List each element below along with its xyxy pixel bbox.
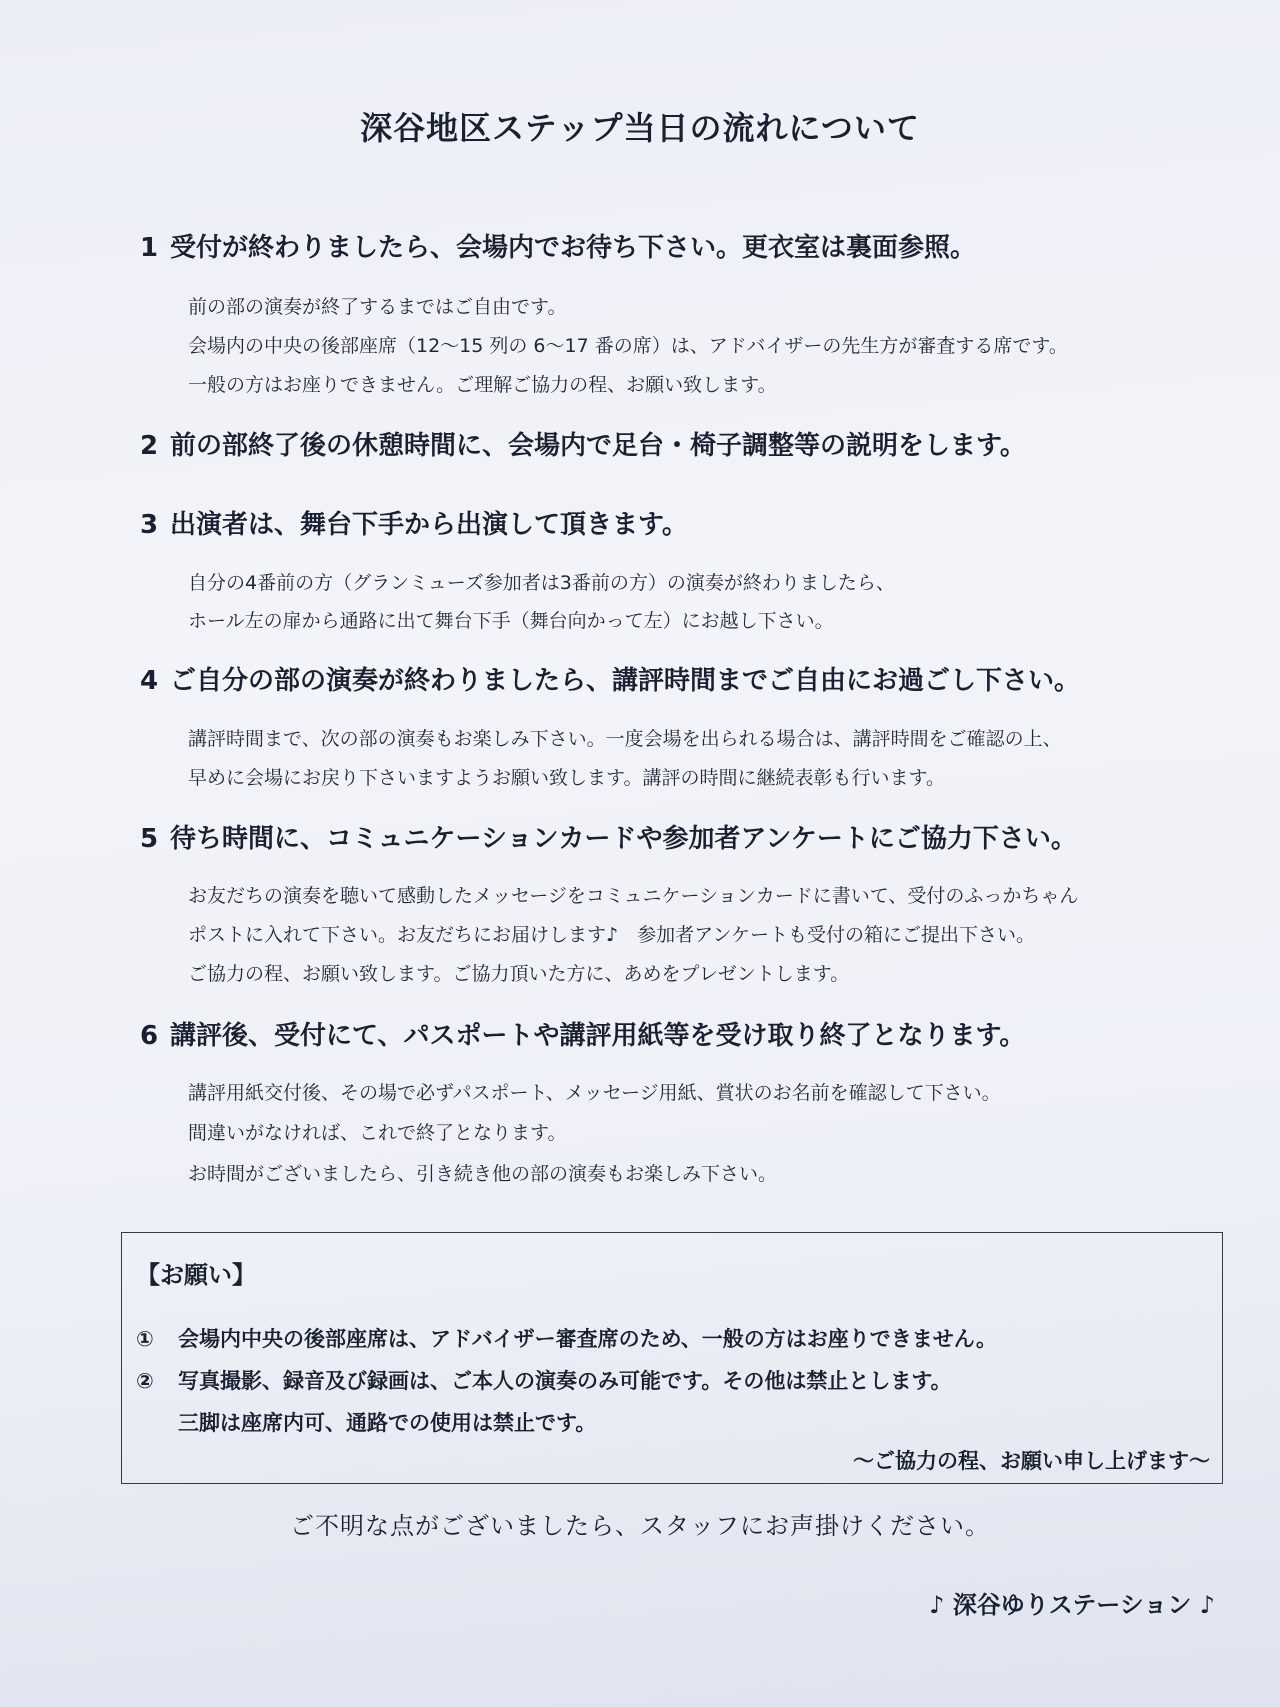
section-heading-text: ご自分の部の演奏が終わりましたら、講評時間までご自由にお過ごし下さい。 (170, 666, 1081, 696)
section-number: 1 (140, 233, 159, 263)
section-6-heading (140, 1015, 1025, 1052)
section-number: 5 (140, 824, 159, 854)
notice-item-1 (136, 1323, 997, 1353)
organization-signature: ♪ 深谷ゆりステーション ♪ (929, 1591, 1215, 1619)
circled-number-1: ① (136, 1327, 154, 1351)
section-heading-text: 講評後、受付にて、パスポートや講評用紙等を受け取り終了となります。 (170, 1021, 1026, 1051)
notice-title: 【お願い】 (136, 1261, 256, 1289)
notice-item-2 (136, 1365, 952, 1395)
section-heading-text: 前の部終了後の休憩時間に、会場内で足台・椅子調整等の説明をします。 (170, 431, 1026, 461)
section-number: 2 (140, 431, 159, 461)
section-number: 6 (140, 1021, 159, 1051)
section-1-line-3: 一般の方はお座りできません。ご理解ご協力の程、お願い致します。 (188, 374, 777, 396)
section-3-line-1: 自分の4番前の方（グランミューズ参加者は3番前の方）の演奏が終わりましたら、 (188, 572, 895, 594)
section-5-line-3: ご協力の程、お願い致します。ご協力頂いた方に、あめをプレゼントします。 (188, 963, 850, 985)
section-4-heading (140, 660, 1080, 697)
section-6-line-3: お時間がございましたら、引き続き他の部の演奏もお楽しみ下さい。 (188, 1163, 778, 1185)
section-number: 4 (140, 666, 159, 696)
section-heading-text: 出演者は、舞台下手から出演して頂きます。 (170, 510, 688, 540)
document-title: 深谷地区ステップ当日の流れについて (360, 109, 920, 147)
section-number: 3 (140, 510, 159, 540)
section-heading-text: 受付が終わりましたら、会場内でお待ち下さい。更衣室は裏面参照。 (170, 233, 977, 263)
section-4-line-1: 講評時間まで、次の部の演奏もお楽しみ下さい。一度会場を出られる場合は、講評時間をご確認の上、 (188, 728, 1062, 750)
section-1-line-2: 会場内の中央の後部座席（12～15 列の 6～17 番の席）は、アドバイザーの先生方が審査する席です。 (188, 335, 1068, 357)
notice-closing: ～ご協力の程、お願い申し上げます～ (853, 1449, 1210, 1473)
section-6-line-1: 講評用紙交付後、その場で必ずパスポート、メッセージ用紙、賞状のお名前を確認して下さい。 (188, 1082, 1001, 1104)
section-5-line-1: お友だちの演奏を聴いて感動したメッセージをコミュニケーションカードに書いて、受付のふっかちゃん (188, 885, 1079, 907)
section-6-line-2: 間違いがなければ、これで終了となります。 (188, 1122, 567, 1144)
section-heading-text: 待ち時間に、コミュニケーションカードや参加者アンケートにご協力下さい。 (170, 824, 1077, 854)
notice-item-text: 会場内中央の後部座席は、アドバイザー審査席のため、一般の方はお座りできません。 (178, 1327, 997, 1351)
section-5-line-2: ポストに入れて下さい。お友だちにお届けします♪ 参加者アンケートも受付の箱にご提出下さい。 (188, 924, 1035, 946)
section-4-line-2: 早めに会場にお戻り下さいますようお願い致します。講評の時間に継続表彰も行います。 (188, 767, 945, 789)
section-1-heading (140, 227, 976, 264)
notice-item-text: 写真撮影、録音及び録画は、ご本人の演奏のみ可能です。その他は禁止とします。 (178, 1369, 952, 1393)
notice-box (121, 1232, 1223, 1484)
section-5-heading (140, 818, 1077, 855)
footer-note: ご不明な点がございましたら、スタッフにお声掛けください。 (290, 1512, 990, 1540)
notice-item-text: 三脚は座席内可、通路での使用は禁止です。 (178, 1411, 597, 1435)
section-3-line-2: ホール左の扉から通路に出て舞台下手（舞台向かって左）にお越し下さい。 (188, 610, 834, 632)
section-2-heading (140, 425, 1026, 462)
section-3-heading (140, 504, 688, 541)
circled-number-2: ② (136, 1369, 154, 1393)
notice-item-3 (136, 1407, 596, 1437)
section-1-line-1: 前の部の演奏が終了するまではご自由です。 (188, 296, 567, 318)
